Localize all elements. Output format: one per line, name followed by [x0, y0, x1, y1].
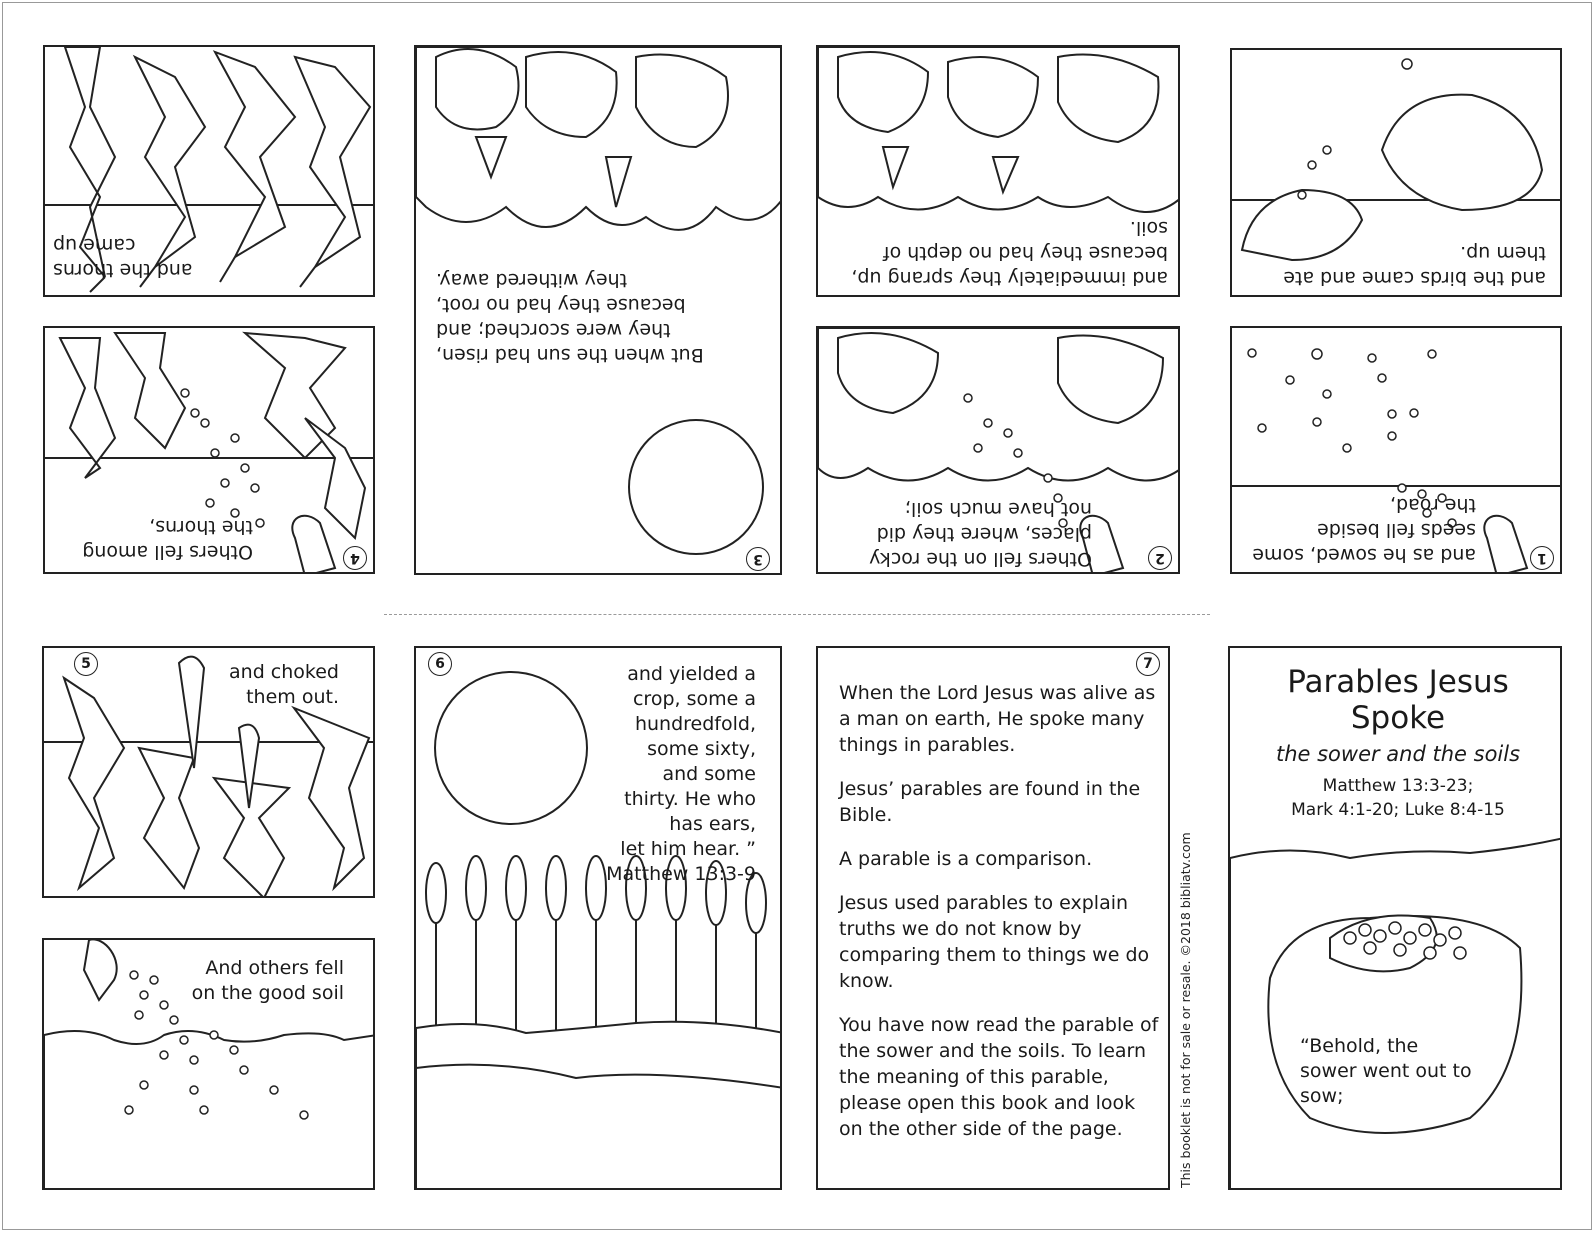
caption-as-he-sowed: and as he sowed, some seeds fell beside the road,: [1252, 494, 1476, 566]
intro-paragraph-2: Jesus’ parables are found in the Bible.: [839, 778, 1141, 826]
intro-paragraph-5: You have now read the parable of the sower and the soils. To learn the meaning of this parable, please open this book and look on the other side of the page.: [839, 1014, 1159, 1140]
caption-rocky-places: Others fell on the rocky places, where they did not have much soil;: [869, 498, 1092, 570]
caption-birds-came: and the birds came and ate them up.: [1283, 242, 1546, 289]
cover-reference-2: Mark 4:1-20; Luke 8:4-15: [1291, 800, 1505, 820]
intro-paragraph-4: Jesus used parables to explain truths we do not know by comparing them to things we do know.: [839, 892, 1150, 992]
caption-among-thorns: Others fell among the thorns,: [82, 516, 253, 563]
caption-good-soil: And others fell on the good soil: [191, 957, 344, 1004]
intro-paragraphs: [839, 680, 1159, 1160]
intro-paragraph-3: A parable is a comparison.: [839, 848, 1093, 870]
page-number-2: 2: [1148, 546, 1172, 570]
panel-rocky-places: [816, 326, 1180, 574]
fold-cut-line: [384, 614, 1210, 615]
panel-sun-scorched: [414, 45, 782, 575]
caption-choked-them-out: and choked them out.: [229, 661, 339, 708]
panel-thorns-came-up: [43, 45, 375, 297]
panel-as-he-sowed: [1230, 326, 1562, 574]
caption-sun-scorched: But when the sun had risen, they were scorched; and because they had no root, they withered away.: [436, 269, 704, 366]
cover-reference-1: Matthew 13:3-23;: [1322, 776, 1474, 796]
caption-thorns-came-up: and the thorns came up: [53, 234, 193, 281]
panel-among-thorns: [43, 326, 375, 574]
panel-birds-came: [1230, 48, 1562, 297]
panel-good-soil: [42, 938, 375, 1190]
panel-yielded-crop: [414, 646, 782, 1190]
cover-quote: “Behold, the sower went out to sow;: [1300, 1035, 1472, 1107]
cover-title-line-1: Parables Jesus: [1287, 664, 1509, 700]
cover-subtitle: the sower and the soils: [1275, 742, 1521, 766]
page-number-6: 6: [428, 652, 452, 676]
caption-yielded-crop: and yielded a crop, some a hundredfold, some sixty, and some thirty. He who has ears, let him hear. ” Matthew 13:3-9: [606, 663, 756, 885]
page-number-5: 5: [74, 652, 98, 676]
cover-title-line-2: Spoke: [1350, 700, 1446, 736]
page-number-4: 4: [343, 546, 367, 570]
panel-sprang-up: [816, 45, 1180, 297]
page-number-3: 3: [746, 547, 770, 571]
caption-sprang-up: and immediately they sprang up, because they had no depth of soil.: [851, 217, 1168, 289]
panel-choked-them-out: [42, 646, 375, 898]
intro-paragraph-1: When the Lord Jesus was alive as a man on earth, He spoke many things in parables.: [839, 682, 1156, 756]
page-number-1: 1: [1530, 546, 1554, 570]
page-number-7: 7: [1136, 652, 1160, 676]
copyright-notice: This booklet is not for sale or resale. ©2018 bibliatv.com: [1178, 832, 1193, 1188]
